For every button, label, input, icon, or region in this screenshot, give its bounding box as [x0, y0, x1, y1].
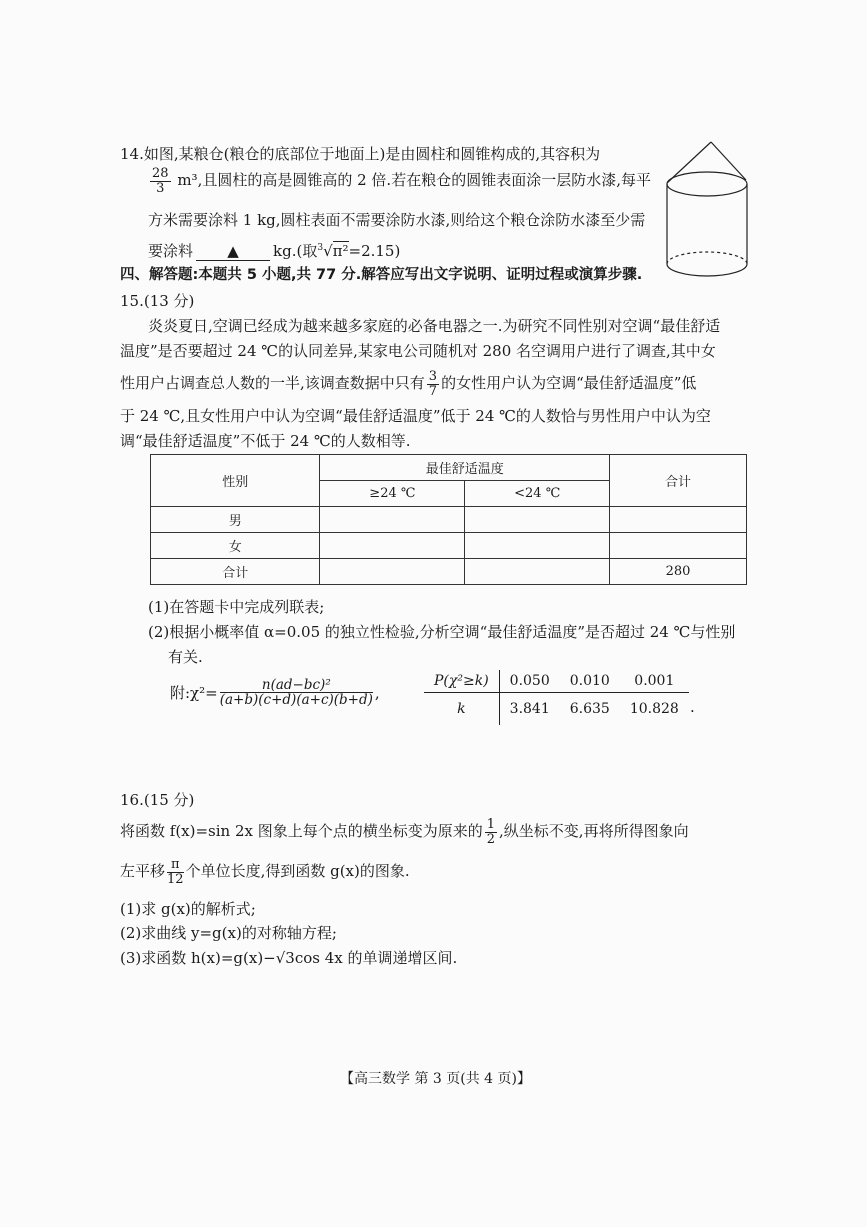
- q14-line3: 方米需要涂料 1 kg,圆柱表面不需要涂防水漆,则给这个粮仓涂防水漆至少需: [148, 211, 646, 229]
- table-row: [151, 559, 747, 585]
- q16-sub-1: (1)求 g(x)的解析式;: [120, 900, 256, 918]
- header-ge24: ≥24 ℃: [320, 481, 465, 507]
- chi-square-formula: 附:χ²= $\frac{\text{n(ad−bc)²}}{(a+b)(c+d)(a+c)(b+d)}$ ,: [170, 677, 380, 709]
- row-male: 男: [151, 507, 320, 533]
- q16-sub-2: (2)求曲线 y=g(x)的对称轴方程;: [120, 924, 337, 942]
- header-total: 合计: [610, 455, 747, 507]
- q14-line2: $\frac{28}{3}$ m³,且圆柱的高是圆锥高的 2 倍.若在粮仓的圆锥表面涂一层防水漆,每平: [152, 166, 651, 196]
- cube-root: $^3$√π²: [317, 242, 349, 260]
- q15-sub-2-cont: 有关.: [168, 648, 203, 666]
- page-footer: 【高三数学 第 3 页(共 4 页)】: [340, 1071, 531, 1087]
- contingency-table: [150, 454, 747, 585]
- q14-line4: 要涂料 ▲ kg.(取$^3$√π²=2.15): [148, 242, 401, 260]
- granary-figure: [664, 140, 759, 280]
- critical-value-table: P(χ²≥k) 0.050 0.010 0.001 k 3.841 6.635 10.828: [424, 670, 689, 725]
- section-header: 四、解答题:本题共 5 小题,共 77 分.解答应写出文字说明、证明过程或演算步骤.: [120, 267, 643, 283]
- q14-line1: 14.如图,某粮仓(粮仓的底部位于地面上)是由圆柱和圆锥构成的,其容积为: [120, 145, 601, 163]
- q16-para-2: 左平移 $\frac{\pi}{12}$ 个单位长度,得到函数 g(x)的图象.: [120, 857, 410, 887]
- grand-total: 280: [610, 559, 747, 585]
- q16-para-1: 将函数 f(x)=sin 2x 图象上每个点的横坐标变为原来的 $\frac{1}{2}$ ,纵坐标不变,再将所得图象向: [120, 817, 689, 847]
- header-lt24: <24 ℃: [465, 481, 610, 507]
- q15-para-3: 性用户占调查总人数的一半,该调查数据中只有 $\frac{3}{7}$ 的女性用户认为空调“最佳舒适温度”低: [120, 369, 697, 399]
- q15-sub-1: (1)在答题卡中完成列联表;: [148, 598, 325, 616]
- q15-para-1: 炎炎夏日,空调已经成为越来越多家庭的必备电器之一.为研究不同性别对空调“最佳舒适: [148, 317, 721, 335]
- row-female: 女: [151, 533, 320, 559]
- q15-sub-2: (2)根据小概率值 α=0.05 的独立性检验,分析空调“最佳舒适温度”是否超过 24 ℃与性别: [148, 623, 736, 641]
- volume-fraction: $\frac{28}{3}$: [152, 166, 169, 196]
- female-fraction: $\frac{3}{7}$: [428, 369, 438, 399]
- q15-para-2: 温度”是否要超过 24 ℃的认同差异,某家电公司随机对 280 名空调用户进行了调查,其中女: [120, 342, 716, 360]
- header-temp: 最佳舒适温度: [320, 455, 610, 481]
- crit-header: P(χ²≥k): [424, 670, 499, 693]
- q15-para-4: 于 24 ℃,且女性用户中认为空调“最佳舒适温度”低于 24 ℃的人数恰与男性用户中认为空: [120, 407, 711, 425]
- q15-para-5: 调“最佳舒适温度”不低于 24 ℃的人数相等.: [120, 432, 411, 450]
- table-row: [151, 533, 747, 559]
- q16-sub-3: (3)求函数 h(x)=g(x)−√3cos 4x 的单调递增区间.: [120, 949, 458, 967]
- table-row: [151, 507, 747, 533]
- header-gender: 性别: [151, 455, 320, 507]
- q15-heading: 15.(13 分): [120, 292, 195, 310]
- answer-blank: ▲: [196, 242, 270, 261]
- volume-unit: m³: [177, 171, 198, 190]
- row-total: 合计: [151, 559, 320, 585]
- crit-k-label: k: [424, 693, 499, 726]
- q16-heading: 16.(15 分): [120, 791, 195, 809]
